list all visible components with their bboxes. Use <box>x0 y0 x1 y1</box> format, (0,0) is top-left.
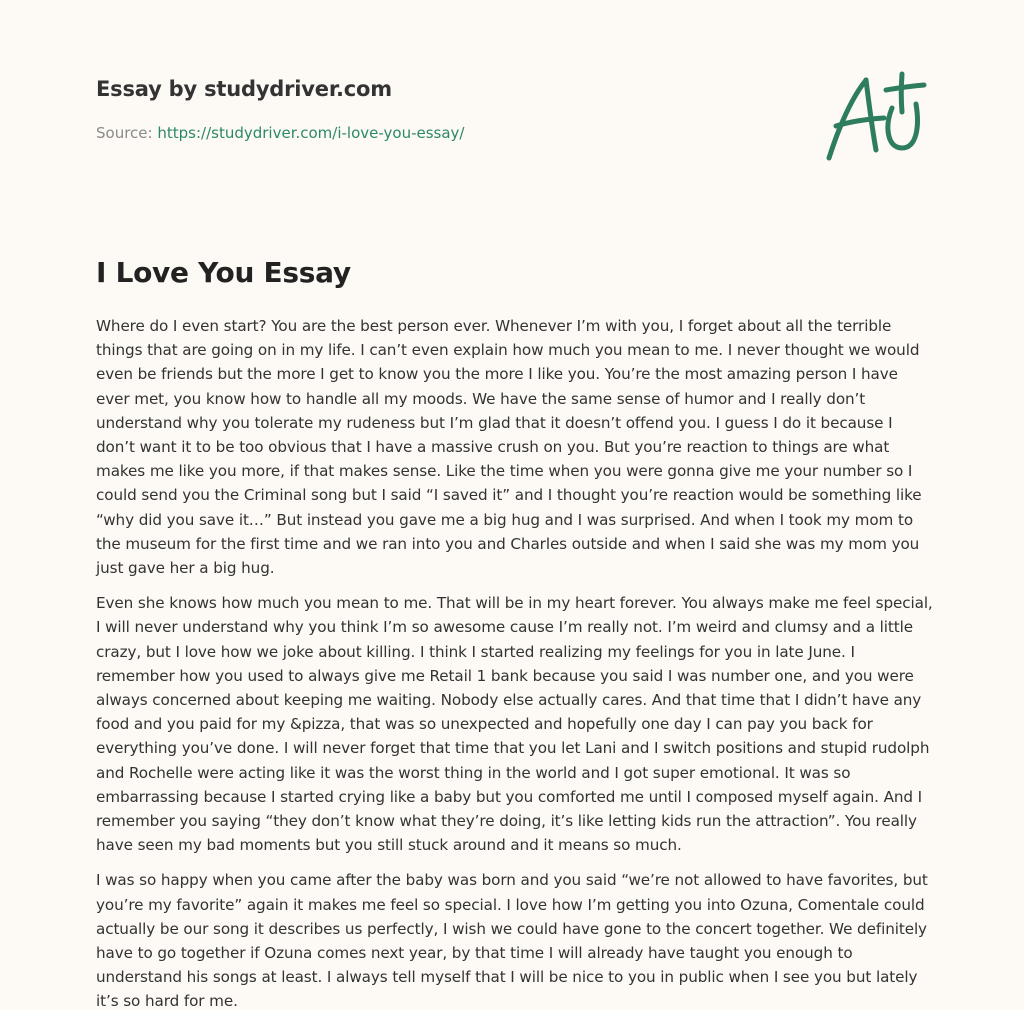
essay-paragraph: I was so happy when you came after the baby was born and you said “we’re not allowed to have favorites, but you’re my favorite” again it makes me feel so special. I love how I’m getting you into Ozuna, Comentale could actually be our song it describes us perfectly, I wish we could have gone to the concert together. We definitely have to go together if Ozuna comes next year, by that time I will already have taught you enough to understand his songs at least. I always tell myself that I will be nice to you in public when I see you but lately it’s so hard for me. <box>96 871 928 1010</box>
essay-paragraph: Where do I even start? You are the best person ever. Whenever I’m with you, I forget about all the terrible things that are going on in my life. I can’t even explain how much you mean to me. I never thought we would even be friends but the more I get to know you the more I like you. You’re the most amazing person I have ever met, you know how to handle all my moods. We have the same sense of humor and I really don’t understand why you tolerate my rudeness but I’m glad that it doesn’t offend you. I guess I do it because I don’t want it to be too obvious that I have a massive crush on you. But you’re reaction to things are what makes me like you more, if that makes sense. Like the time when you were gonna give me your number so I could send you the Criminal song but I said “I saved it” and I thought you’re reaction would be something like “why did you save it…” But instead you gave me a big hug and I was surprised. And when I took my mom to the museum for the first time and we ran into you and Charles outside and when I said she was my mom you just gave her a big hug. <box>96 317 922 578</box>
essay-body <box>96 314 936 1010</box>
source-link[interactable]: https://studydriver.com/i-love-you-essay/ <box>157 124 465 142</box>
source-line <box>96 124 464 142</box>
essay-paragraph: Even she knows how much you mean to me. That will be in my heart forever. You always make me feel special, I will never understand why you think I’m so awesome cause I’m really not. I’m weird and clumsy and a little crazy, but I love how we joke about killing. I think I started realizing my feelings for you in late June. I remember how you used to always give me Retail 1 bank because you said I was number one, and you were always concerned about keeping me waiting. Nobody else actually cares. And that time that I didn’t have any food and you paid for my &pizza, that was so unexpected and hopefully one day I can pay you back for everything you’ve done. I will never forget that time that you let Lani and I switch positions and stupid rudolph and Rochelle were acting like it was the worst thing in the world and I got super emotional. It was so embarrassing because I started crying like a baby but you comforted me until I composed myself again. And I remember you saying “they don’t know what they’re doing, it’s like letting kids run the attraction”. You really have seen my bad moments but you still stuck around and it means so much. <box>96 594 933 855</box>
source-label: Source: <box>96 124 153 142</box>
a-plus-grade-icon <box>822 68 928 164</box>
site-brand: Essay by studydriver.com <box>96 77 392 101</box>
essay-title: I Love You Essay <box>96 256 351 289</box>
